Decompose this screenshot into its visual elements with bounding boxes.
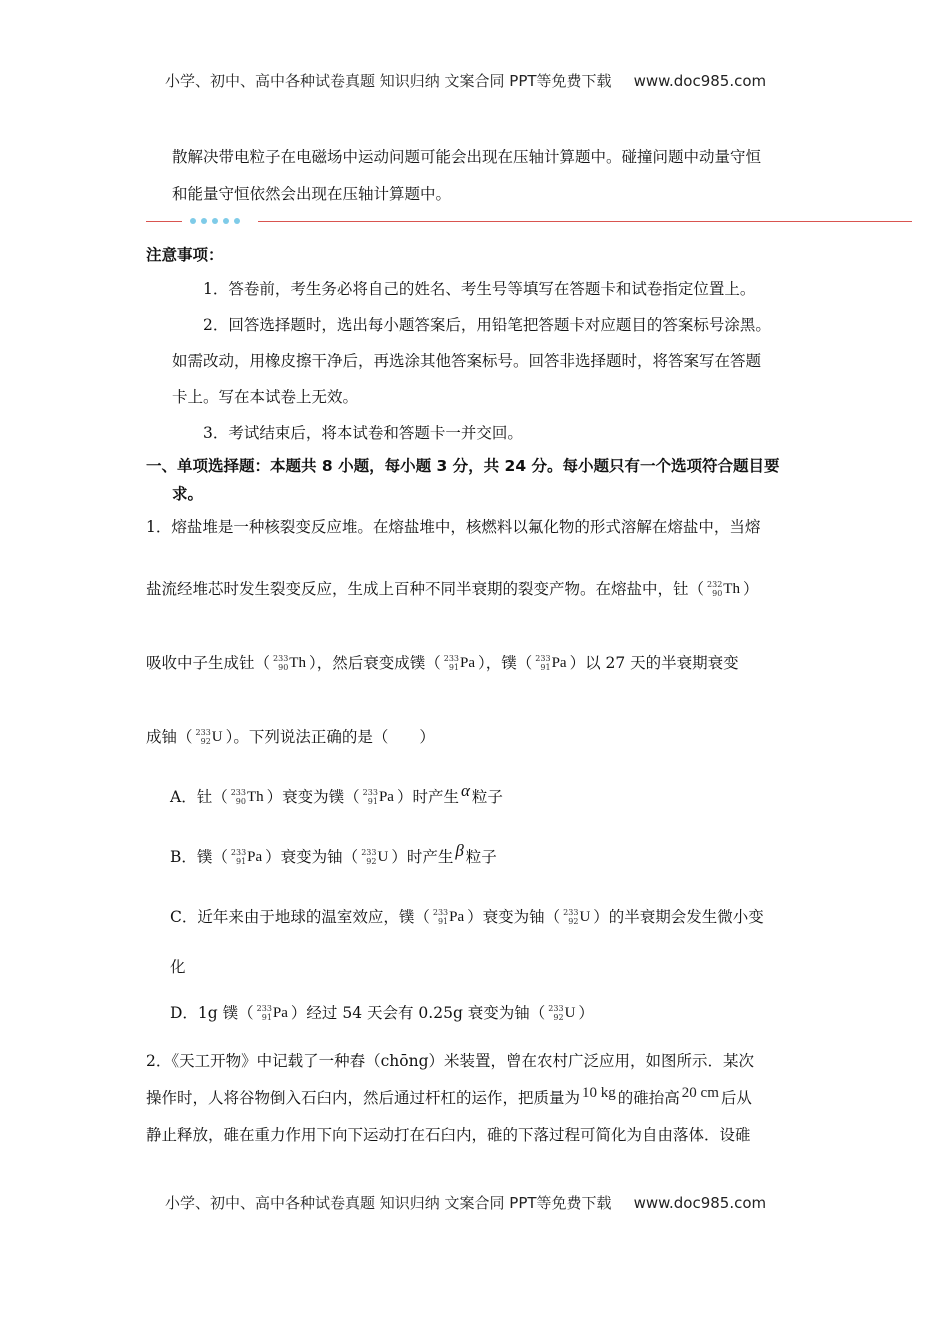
nuclide-pa233: 233 91 Pa <box>432 908 465 926</box>
q1-line-3: 吸收中子生成钍（ 233 90 Th ），然后衰变成镤（ 233 91 Pa ），镤（ 233 91 Pa ）以 27 天的半衰期衰变 <box>146 652 739 685</box>
nuclide-u233: 233 92 U <box>563 908 591 926</box>
nuclide-th232: 232 90 Th <box>707 580 740 598</box>
notice-item-2-cont: 如需改动，用橡皮擦干净后，再选涂其他答案标号。回答非选择题时，将答案写在答题 <box>172 352 762 370</box>
q1-line-4: 成铀（ 233 92 U ）。下列说法正确的是（ ） <box>146 726 435 759</box>
nuclide-u233: 233 92 U <box>361 848 389 866</box>
option-a[interactable]: A．钍（ 233 90 Th ）衰变为镤（ 233 91 Pa ）时产生 α 粒子 <box>170 786 503 819</box>
nuclide-pa233: 233 91 Pa <box>362 788 394 806</box>
option-b[interactable]: B．镤（ 233 91 Pa ）衰变为铀（ 233 92 U ）时产生 β 粒子 <box>170 846 497 879</box>
nuclide-pa233: 233 91 Pa <box>535 654 567 672</box>
nuclide-pa233: 233 91 Pa <box>256 1004 288 1022</box>
q2-height: 20 cm <box>681 1085 719 1101</box>
nuclide-pa233: 233 91 Pa <box>443 654 476 672</box>
divider-left <box>146 221 182 222</box>
section-heading: 一、单项选择题：本题共 8 小题，每小题 3 分，共 24 分。每小题只有一个选项符合题目要 <box>146 457 780 475</box>
q1-line-2: 盐流经堆芯时发生裂变反应，生成上百种不同半衰期的裂变产物。在熔盐中，钍（ 232 90 Th ） <box>146 578 758 611</box>
notice-item-1: 1．答卷前，考生务必将自己的姓名、考生号等填写在答题卡和试卷指定位置上。 <box>203 280 756 298</box>
nuclide-th233: 233 90 Th <box>273 654 306 672</box>
intro-line-1: 散解决带电粒子在电磁场中运动问题可能会出现在压轴计算题中。碰撞问题中动量守恒 <box>172 148 762 166</box>
q2-line-2: 操作时，人将谷物倒入石臼内，然后通过杆杠的运作，把质量为 10 kg 的碓抬高 20 cm 后从 <box>146 1085 752 1107</box>
q2-line-3: 静止释放，碓在重力作用下向下运动打在石臼内，碓的下落过程可简化为自由落体．设碓 <box>146 1126 751 1144</box>
nuclide-u233: 233 92 U <box>195 728 223 746</box>
notice-title: 注意事项： <box>146 246 224 264</box>
q2-mass: 10 kg <box>582 1085 616 1101</box>
divider-right <box>258 221 912 222</box>
q1-line-1: 1．熔盐堆是一种核裂变反应堆。在熔盐堆中，核燃料以氟化物的形式溶解在熔盐中，当熔 <box>146 518 761 536</box>
option-d[interactable]: D．1g 镤（ 233 91 Pa ）经过 54 天会有 0.25g 衰变为铀（ 233 92 U ） <box>170 1002 594 1035</box>
nuclide-pa233: 233 91 Pa <box>230 848 263 866</box>
header-text: 小学、初中、高中各种试卷真题 知识归纳 文案合同 PPT等免费下载 <box>165 72 612 90</box>
notice-item-2-cont2: 卡上。写在本试卷上无效。 <box>172 388 359 406</box>
page-footer <box>165 1192 766 1213</box>
page-header <box>165 70 766 91</box>
header-site[interactable]: www.doc985.com <box>633 72 767 90</box>
beta-symbol: β <box>455 841 464 860</box>
option-c[interactable]: C．近年来由于地球的温室效应，镤（ 233 91 Pa ）衰变为铀（ 233 92 U ）的半衰期会发生微小变 <box>170 906 764 939</box>
q2-line-1: 2．《天工开物》中记载了一种舂（chōng）米装置，曾在农村广泛应用，如图所示．某次 <box>146 1052 755 1070</box>
nuclide-th233: 233 90 Th <box>230 788 264 806</box>
nuclide-u233: 233 92 U <box>548 1004 576 1022</box>
notice-item-2: 2．回答选择题时，选出每小题答案后，用铅笔把答题卡对应题目的答案标号涂黑。 <box>203 316 771 334</box>
option-c-cont: 化 <box>170 958 186 976</box>
footer-site[interactable]: www.doc985.com <box>633 1194 767 1212</box>
notice-item-3: 3．考试结束后，将本试卷和答题卡一并交回。 <box>203 424 523 442</box>
section-heading-cont: 求。 <box>172 485 204 503</box>
intro-line-2: 和能量守恒依然会出现在压轴计算题中。 <box>172 185 452 203</box>
alpha-symbol: α <box>460 781 470 800</box>
footer-text: 小学、初中、高中各种试卷真题 知识归纳 文案合同 PPT等免费下载 <box>165 1194 612 1212</box>
divider-dots <box>190 218 240 224</box>
